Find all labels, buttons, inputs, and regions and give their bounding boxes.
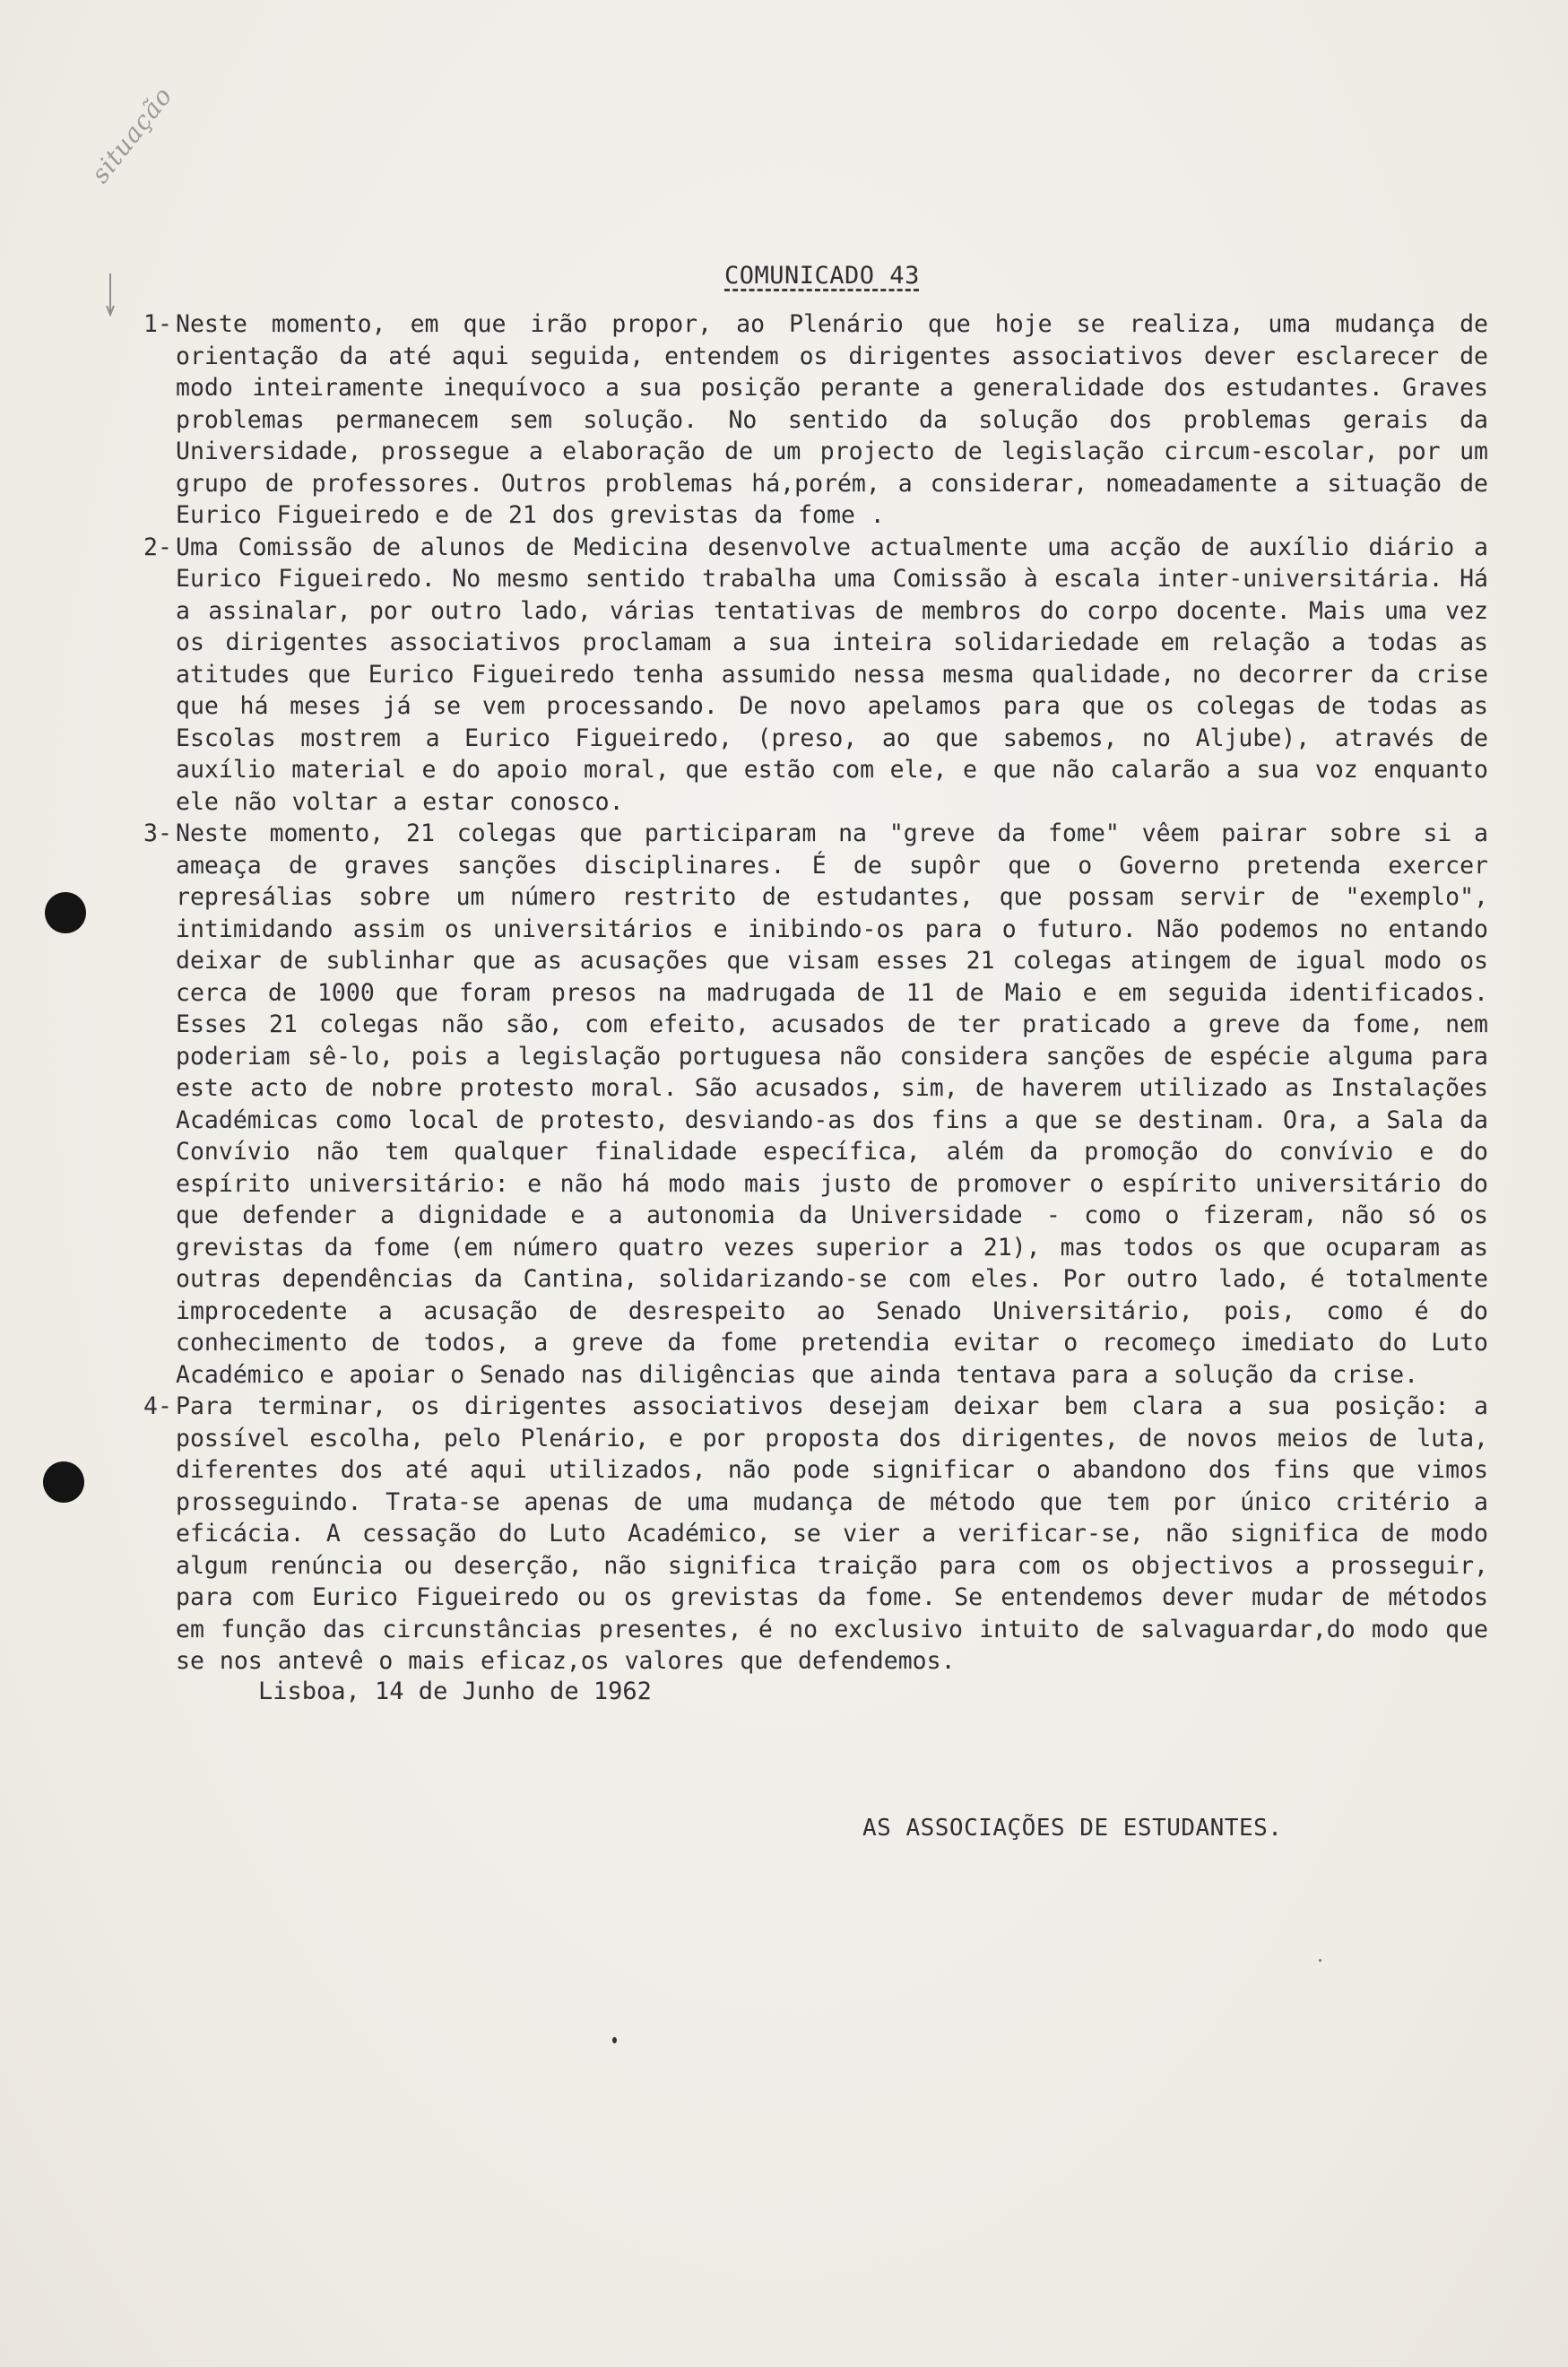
down-arrow-icon: [106, 273, 115, 316]
ink-speck: [1319, 1959, 1321, 1962]
document-body: [143, 308, 1488, 1678]
signature: AS ASSOCIAÇÕES DE ESTUDANTES.: [862, 1815, 1283, 1842]
paragraph-text: Neste momento, em que irão propor, ao Plenário que hoje se realiza, uma mudança de orientação da até aqui seguida, entendem os dirigentes associativos dever esclarecer de modo inteiramente inequívoco a sua posição perante a generalidade dos estudantes. Graves problemas permanecem sem solução. No sentido da solução dos problemas gerais da Universidade, prossegue a elaboração de um projecto de legislação circum-escolar, por um grupo de professores. Outros problemas há,porém, a considerar, nomeadamente a situação de Eurico Figueiredo e de 21 dos grevistas da fome .: [176, 310, 1488, 529]
paragraph: [143, 1391, 1488, 1678]
paragraph-number: 1-: [143, 310, 172, 338]
paragraph-text: Neste momento, 21 colegas que participaram na "greve da fome" vêem pairar sobre si a ameaça de graves sanções disciplinares. É de supôr que o Governo pretenda exercer represálias sobre um número restrito de estudantes, que possam servir de "exemplo", intimidando assim os universitários e inibindo-os para o futuro. Não podemos no entando deixar de sublinhar que as acusações que visam esses 21 colegas atingem de igual modo os cerca de 1000 que foram presos na madrugada de 11 de Maio e em seguida identificados. Esses 21 colegas não são, com efeito, acusados de ter praticado a greve da fome, nem poderiam sê-lo, pois a legislação portuguesa não considera sanções de espécie alguma para este acto de nobre protesto moral. São acusados, sim, de haverem utilizado as Instalações Académicas como local de protesto, desviando-as dos fins a que se destinam. Ora, a Sala da Convívio não tem qualquer finalidade específica, além da promoção do convívio e do espírito universitário: e não há modo mais justo de promover o espírito universitário do que defender a dignidade e a autonomia da Universidade - como o fizeram, não só os grevistas da fome (em número quatro vezes superior a 21), mas todos os que ocuparam as outras dependências da Cantina, solidarizando-se com eles. Por outro lado, é totalmente improcedente a acusação de desrespeito ao Senado Universitário, pois, como é do conhecimento de todos, a greve da fome pretendia evitar o recomeço imediato do Luto Académico e apoiar o Senado nas diligências que ainda tentava para a solução da crise.: [176, 819, 1488, 1389]
paragraph-number: 2-: [143, 533, 172, 561]
place-and-date: Lisboa, 14 de Junho de 1962: [258, 1678, 652, 1705]
handwritten-margin-note: situação: [85, 81, 178, 189]
punch-hole: [45, 892, 86, 933]
paragraph: [143, 818, 1488, 1391]
paragraph-text: Para terminar, os dirigentes associativos desejam deixar bem clara a sua posição: a possível escolha, pelo Plenário, e por proposta dos dirigentes, de novos meios de luta, diferentes dos até aqui utilizados, não pode significar o abandono dos fins que vimos prosseguindo. Trata-se apenas de uma mudança de método que tem por único critério a eficácia. A cessação do Luto Académico, se vier a verificar-se, não significa de modo algum renúncia ou deserção, não significa traição para com os objectivos a prosseguir, para com Eurico Figueiredo ou os grevistas da fome. Se entendemos dever mudar de métodos em função das circunstâncias presentes, é no exclusivo intuito de salvaguardar,do modo que se nos antevê o mais eficaz,os valores que defendemos.: [176, 1392, 1488, 1675]
paragraph-number: 4-: [143, 1392, 172, 1420]
document-title: COMUNICADO 43: [724, 262, 920, 290]
paragraph-text: Uma Comissão de alunos de Medicina desenvolve actualmente uma acção de auxílio diário a Eurico Figueiredo. No mesmo sentido trabalha uma Comissão à escala inter-universitária. Há a assinalar, por outro lado, várias tentativas de membros do corpo docente. Mais uma vez os dirigentes associativos proclamam a sua inteira solidariedade em relação a todas as atitudes que Eurico Figueiredo tenha assumido nessa mesma qualidade, no decorrer da crise que há meses já se vem processando. De novo apelamos para que os colegas de todas as Escolas mostrem a Eurico Figueiredo, (preso, ao que sabemos, no Aljube), através de auxílio material e do apoio moral, que estão com ele, e que não calarão a sua voz enquanto ele não voltar a estar conosco.: [176, 533, 1488, 816]
paragraph: [143, 308, 1488, 532]
punch-hole: [43, 1461, 84, 1503]
paragraph: [143, 532, 1488, 819]
paragraph-number: 3-: [143, 819, 172, 847]
ink-speck: [612, 2037, 617, 2043]
